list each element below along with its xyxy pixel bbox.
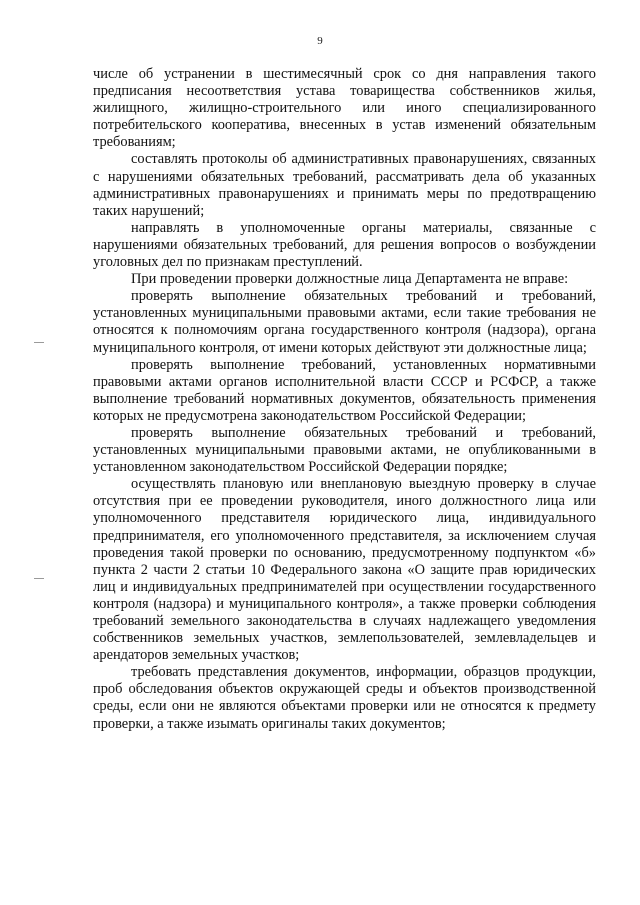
paragraph: проверять выполнение обязательных требований и требований, установленных муниципальными правовыми актами, если такие требования не относятся к полномочиям органа государственного контроля (надзора), органа муниципального контроля, от имени которых действуют эти должностные лица; — [93, 288, 596, 356]
paragraph: направлять в уполномоченные органы материалы, связанные с нарушениями обязательных требований, для решения вопросов о возбуждении уголовных дел по признакам преступлений. — [93, 219, 596, 271]
paragraph: проверять выполнение требований, установленных нормативными правовыми актами органов исполнительной власти СССР и РСФСР, а также выполнение требований нормативных документов, обязательность применения которых не предусмотрена законодательством Российской Федерации; — [93, 356, 596, 424]
paragraph: требовать представления документов, информации, образцов продукции, проб обследования объектов окружающей среды и объектов производственной среды, если они не являются объектами проверки или не относятся к предмету проверки, а также изымать оригиналы таких документов; — [93, 664, 596, 732]
paragraph: проверять выполнение обязательных требований и требований, установленных муниципальными правовыми актами, не опубликованными в установленном законодательством Российской Федерации порядке; — [93, 424, 596, 476]
page-number: 9 — [317, 35, 323, 47]
margin-mark — [34, 578, 44, 579]
margin-mark — [34, 342, 44, 343]
paragraph: числе об устранении в шестимесячный срок со дня направления такого предписания несоответствия устава товарищества собственников жилья, жилищного, жилищно-строительного или иного специализированного потребительского кооператива, внесенных в устав изменений обязательным требованиям; — [93, 66, 596, 151]
paragraph: составлять протоколы об административных правонарушениях, связанных с нарушениями обязательных требований, рассматривать дела об указанных административных правонарушениях и принимать меры по предотвращению таких нарушений; — [93, 151, 596, 219]
paragraph: осуществлять плановую или внеплановую выездную проверку в случае отсутствия при ее проведении руководителя, иного должностного лица или уполномоченного представителя юридического лица, индивидуального предпринимателя, его уполномоченного представителя, за исключением случая проведения такой проверки по основанию, предусмотренному подпунктом «б» пункта 2 части 2 статьи 10 Федерального закона «О защите прав юридических лиц и индивидуальных предпринимателей при осуществлении государственного контроля (надзора) и муниципального контроля», а также проверки соблюдения требований земельного законодательства в случаях надлежащего уведомления собственников земельных участков, землепользователей, землевладельцев и арендаторов земельных участков; — [93, 476, 596, 664]
paragraph: При проведении проверки должностные лица Департамента не вправе: — [131, 271, 569, 288]
document-body — [93, 66, 596, 733]
